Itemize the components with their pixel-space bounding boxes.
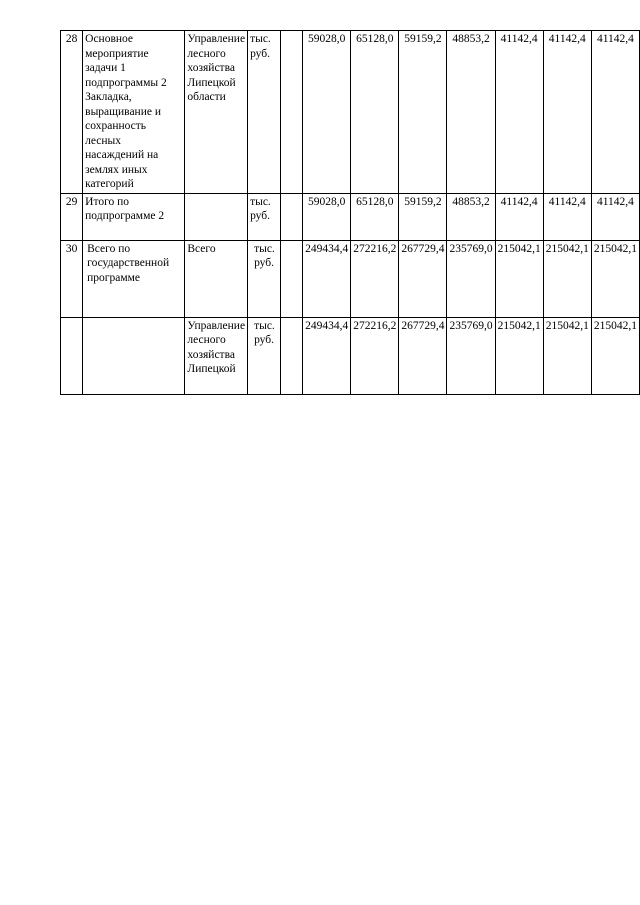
row-value: 215042,1 [495, 240, 543, 317]
row-value: 48853,2 [447, 193, 495, 240]
row-value: 65128,0 [351, 193, 399, 240]
row-unit: тыс. руб. [248, 31, 281, 194]
row-unit: тыс. руб. [248, 240, 281, 317]
row-value: 272216,2 [351, 240, 399, 317]
row-name [83, 317, 185, 394]
row-empty-cell [281, 317, 303, 394]
budget-table [60, 30, 640, 395]
row-executor: Всего [185, 240, 248, 317]
row-value: 215042,1 [495, 317, 543, 394]
table-row [61, 240, 640, 317]
row-value: 215042,1 [543, 240, 591, 317]
row-executor: Управление лесного хозяйства Липецкой [185, 317, 248, 394]
row-executor: Управление лесного хозяйства Липецкой области [185, 31, 248, 194]
row-value: 267729,4 [399, 317, 447, 394]
row-unit: тыс. руб. [248, 193, 281, 240]
row-empty-cell [281, 193, 303, 240]
row-executor [185, 193, 248, 240]
table-row [61, 317, 640, 394]
row-value: 59028,0 [303, 193, 351, 240]
row-value: 249434,4 [303, 317, 351, 394]
row-name: Всего по государственной программе [83, 240, 185, 317]
row-value: 235769,0 [447, 240, 495, 317]
row-value: 215042,1 [543, 317, 591, 394]
row-name: Основное мероприятие задачи 1 подпрограммы 2 Закладка, выращивание и сохранность лесных насаждений на землях иных категорий [83, 31, 185, 194]
row-value: 215042,1 [591, 240, 639, 317]
row-value: 41142,4 [495, 193, 543, 240]
row-value: 41142,4 [495, 31, 543, 194]
row-empty-cell [281, 31, 303, 194]
table-row [61, 193, 640, 240]
row-name: Итого по подпрограмме 2 [83, 193, 185, 240]
row-value: 215042,1 [591, 317, 639, 394]
row-value: 41142,4 [591, 31, 639, 194]
row-value: 59159,2 [399, 193, 447, 240]
row-value: 249434,4 [303, 240, 351, 317]
row-empty-cell [281, 240, 303, 317]
row-value: 272216,2 [351, 317, 399, 394]
row-number: 30 [61, 240, 83, 317]
row-value: 41142,4 [543, 193, 591, 240]
row-value: 41142,4 [591, 193, 639, 240]
row-number: 28 [61, 31, 83, 194]
row-number: 29 [61, 193, 83, 240]
row-unit: тыс. руб. [248, 317, 281, 394]
row-value: 267729,4 [399, 240, 447, 317]
row-value: 59028,0 [303, 31, 351, 194]
row-value: 65128,0 [351, 31, 399, 194]
row-value: 48853,2 [447, 31, 495, 194]
row-number [61, 317, 83, 394]
row-value: 59159,2 [399, 31, 447, 194]
row-value: 235769,0 [447, 317, 495, 394]
row-value: 41142,4 [543, 31, 591, 194]
table-row [61, 31, 640, 194]
